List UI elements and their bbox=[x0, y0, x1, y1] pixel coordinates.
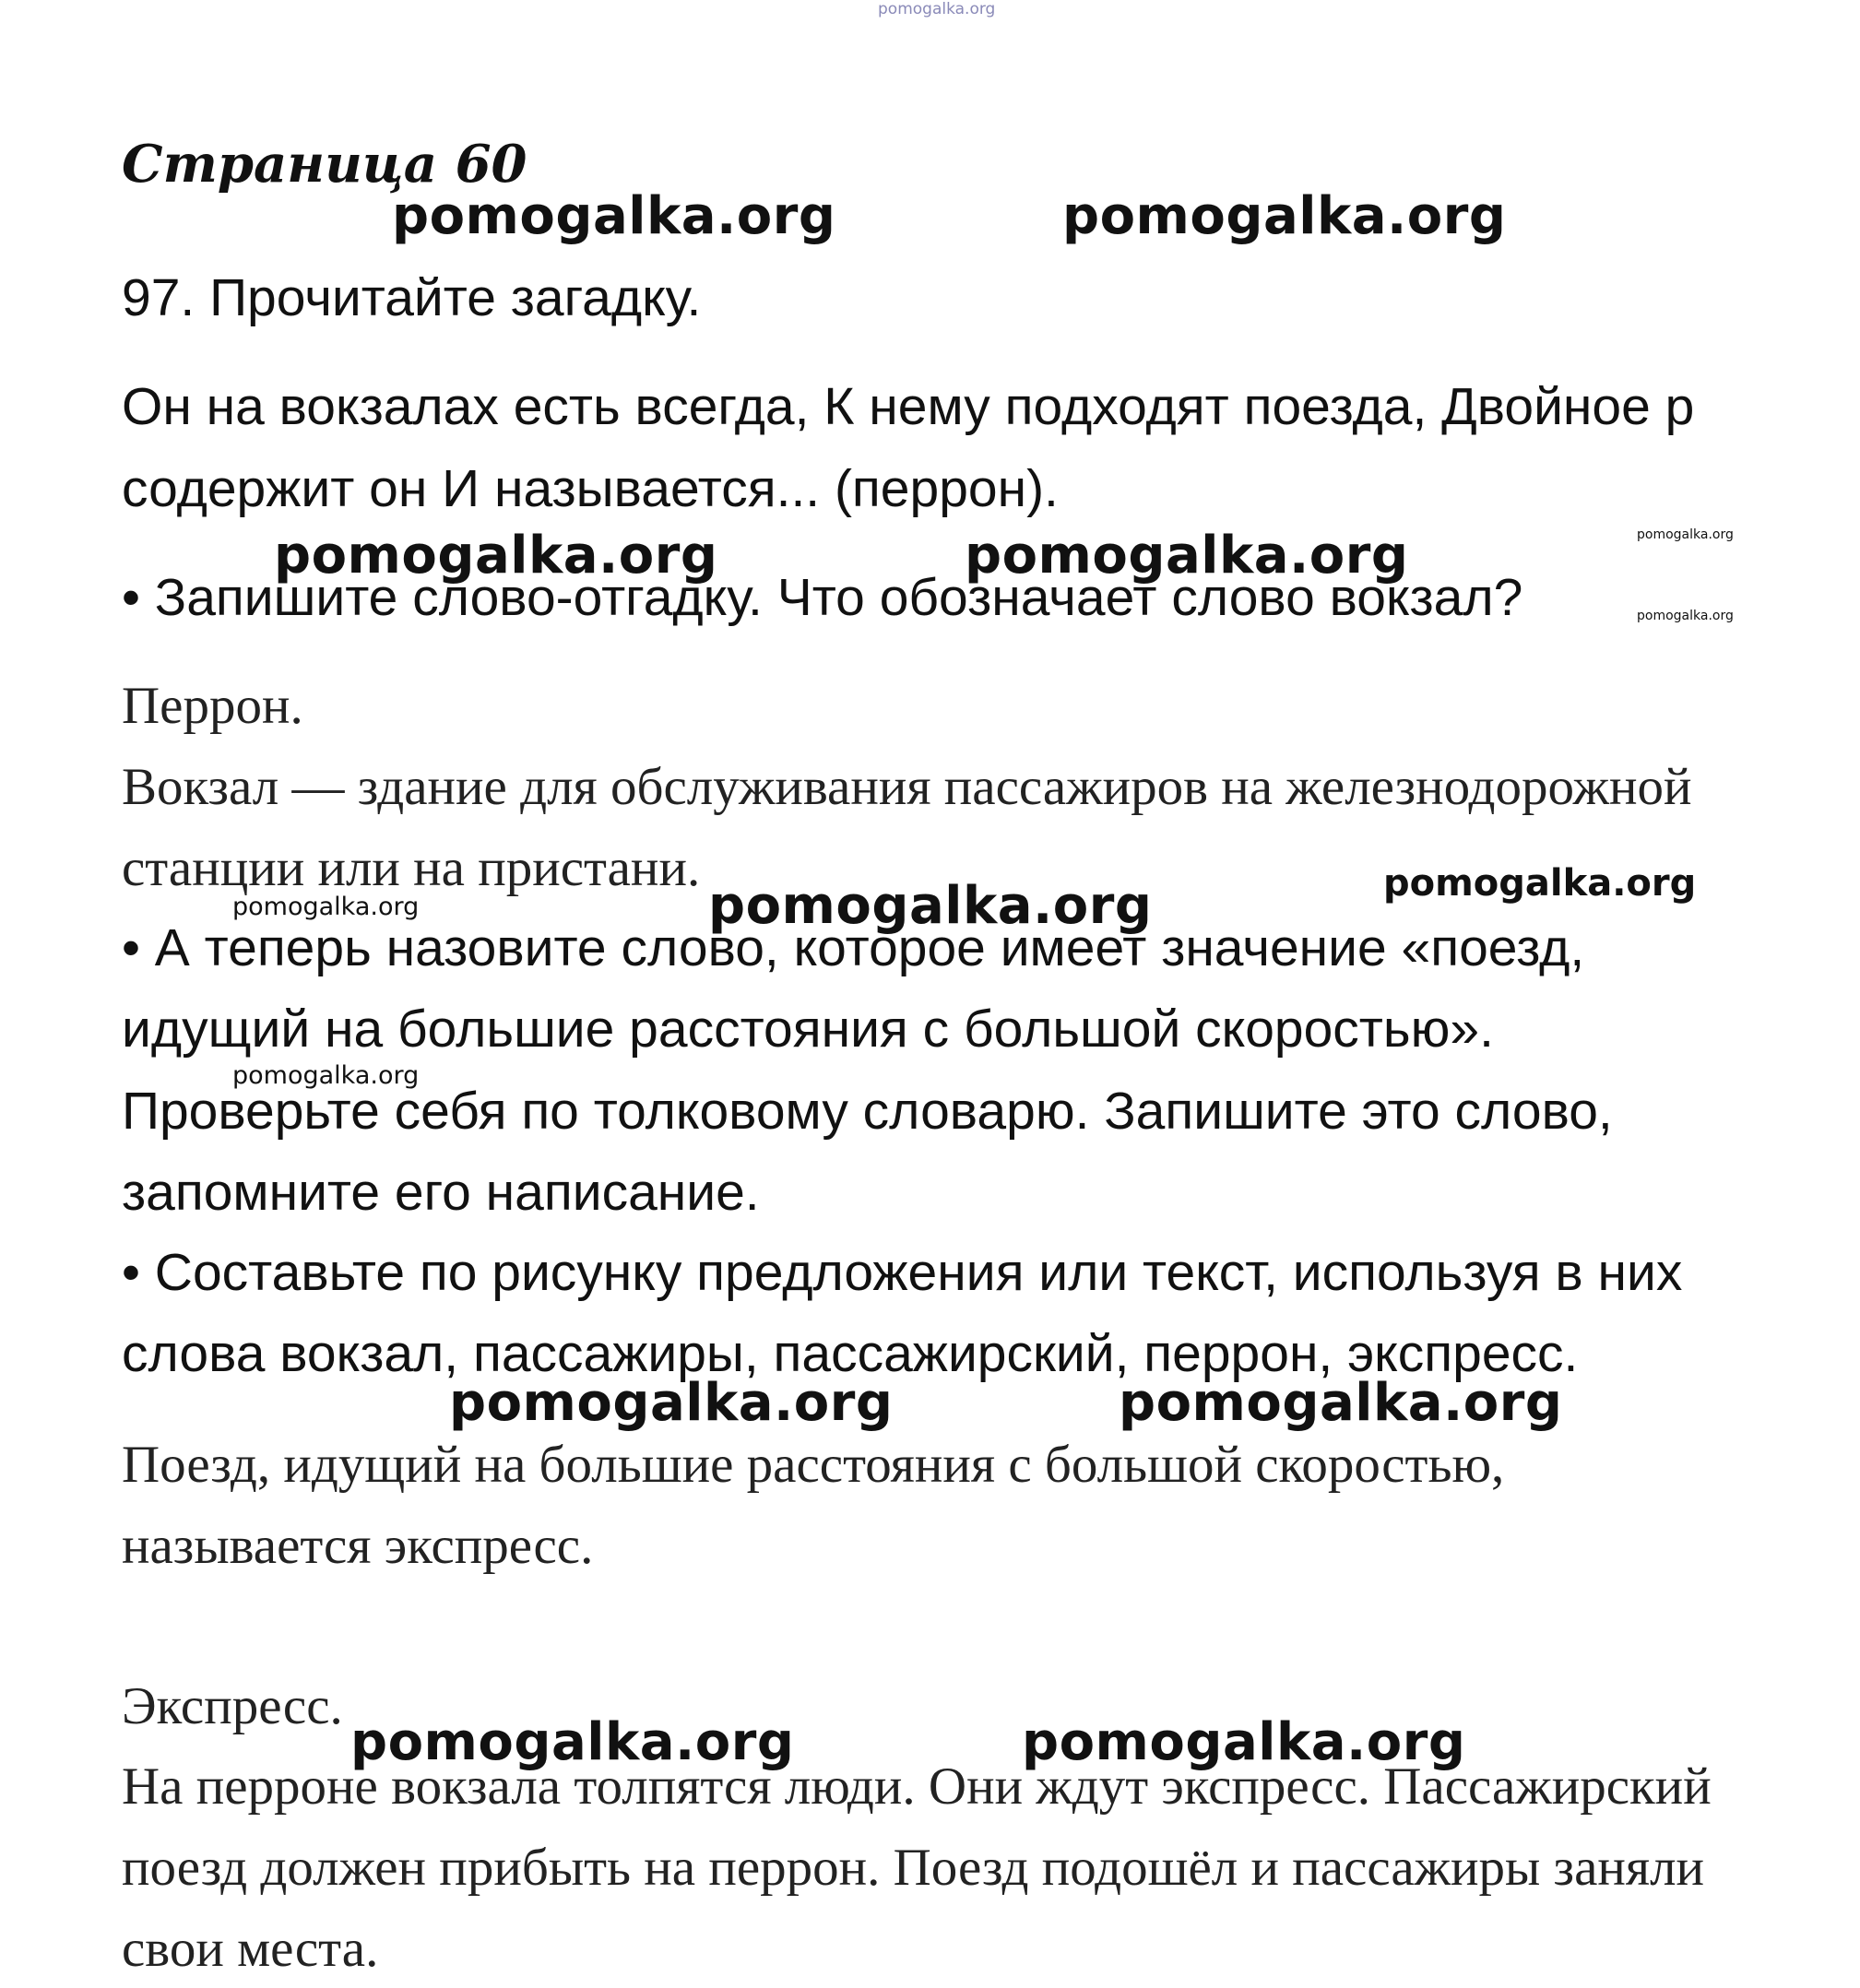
question-2: Проверьте себя по толковому словарю. Запишите это слово, bbox=[122, 1082, 1613, 1141]
answer-text: Перрон. bbox=[122, 677, 303, 735]
watermark[interactable]: pomogalka.org bbox=[274, 526, 718, 586]
watermark[interactable]: pomogalka.org bbox=[965, 526, 1409, 586]
watermark[interactable]: pomogalka.org bbox=[1637, 609, 1734, 623]
answer-text: свои места. bbox=[122, 1920, 379, 1978]
watermark-top[interactable]: pomogalka.org bbox=[878, 0, 996, 18]
answer-text: Поезд, идущий на большие расстояния с большой скоростью, bbox=[122, 1436, 1505, 1494]
watermark[interactable]: pomogalka.org bbox=[708, 876, 1153, 936]
riddle-text: содержит он И называется... (перрон). bbox=[122, 459, 1059, 518]
answer-text: называется экспресс. bbox=[122, 1517, 594, 1575]
watermark[interactable]: pomogalka.org bbox=[1062, 186, 1507, 246]
riddle-text: Он на вокзалах есть всегда, К нему подходят поезда, Двойное р bbox=[122, 377, 1695, 436]
watermark[interactable]: pomogalka.org bbox=[232, 893, 420, 921]
watermark[interactable]: pomogalka.org bbox=[350, 1712, 795, 1772]
watermark[interactable]: pomogalka.org bbox=[1383, 862, 1697, 905]
answer-text: поезд должен прибыть на перрон. Поезд подошёл и пассажиры заняли bbox=[122, 1839, 1705, 1897]
question-2: запомните его написание. bbox=[122, 1163, 760, 1222]
watermark[interactable]: pomogalka.org bbox=[1637, 527, 1734, 542]
question-1: • Запишите слово-отгадку. Что обозначает слово вокзал? bbox=[122, 568, 1523, 627]
answer-text: На перроне вокзала толпятся люди. Они ждут экспресс. Пассажирский bbox=[122, 1757, 1712, 1816]
question-3: • Составьте по рисунку предложения или текст, используя в них bbox=[122, 1243, 1683, 1302]
answer-text: станции или на пристани. bbox=[122, 839, 701, 897]
answer-text: Вокзал — здание для обслуживания пассажиров на железнодорожной bbox=[122, 758, 1692, 816]
watermark[interactable]: pomogalka.org bbox=[1119, 1373, 1563, 1433]
task-title: 97. Прочитайте загадку. bbox=[122, 268, 702, 327]
answer-text: Экспресс. bbox=[122, 1677, 343, 1735]
watermark[interactable]: pomogalka.org bbox=[392, 186, 836, 246]
question-2: • А теперь назовите слово, которое имеет значение «поезд, bbox=[122, 918, 1585, 977]
watermark[interactable]: pomogalka.org bbox=[449, 1373, 894, 1433]
page-title: Страница 60 bbox=[122, 134, 527, 195]
watermark[interactable]: pomogalka.org bbox=[232, 1061, 420, 1090]
question-3: слова вокзал, пассажиры, пассажирский, перрон, экспресс. bbox=[122, 1324, 1579, 1383]
watermark[interactable]: pomogalka.org bbox=[1022, 1712, 1466, 1772]
question-2: идущий на большие расстояния с большой скоростью». bbox=[122, 1000, 1494, 1059]
